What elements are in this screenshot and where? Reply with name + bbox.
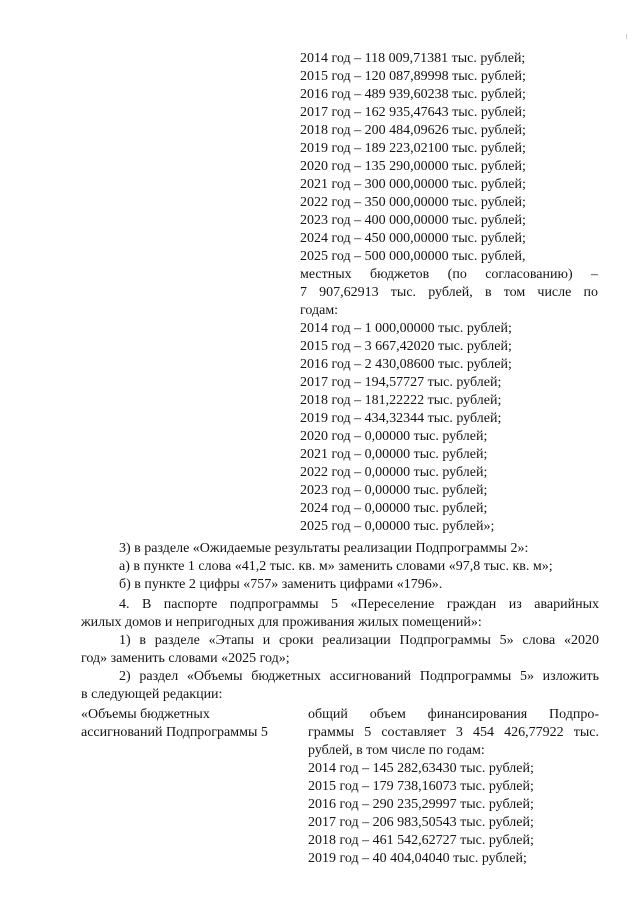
- table-right-line-2: граммы 5 составляет 3 454 426,77922 тыс.: [308, 725, 599, 740]
- regional-year-2022: 2022 год – 350 000,00000 тыс. рублей;: [300, 195, 526, 210]
- regional-year-2021: 2021 год – 300 000,00000 тыс. рублей;: [300, 177, 526, 192]
- table-year-2015: 2015 год – 179 738,16073 тыс. рублей;: [308, 779, 534, 794]
- local-year-2022: 2022 год – 0,00000 тыс. рублей;: [300, 465, 488, 480]
- regional-year-2016: 2016 год – 489 939,60238 тыс. рублей;: [300, 87, 526, 102]
- table-left-line-1: «Объемы бюджетных: [81, 707, 210, 722]
- item-4-line-1: 4. В паспорте подпрограммы 5 «Переселение граждан из аварийных: [119, 597, 599, 612]
- regional-year-2025: 2025 год – 500 000,00000 тыс. рублей,: [300, 249, 526, 264]
- local-budget-line-3: годам:: [300, 303, 339, 318]
- table-year-2017: 2017 год – 206 983,50543 тыс. рублей;: [308, 815, 534, 830]
- regional-year-2015: 2015 год – 120 087,89998 тыс. рублей;: [300, 69, 526, 84]
- table-year-2018: 2018 год – 461 542,62727 тыс. рублей;: [308, 833, 534, 848]
- table-year-2019: 2019 год – 40 404,04040 тыс. рублей;: [308, 851, 527, 866]
- item-4-2-line-1: 2) раздел «Объемы бюджетных ассигнований Подпрограммы 5» изложить: [119, 669, 599, 684]
- table-right-line-1: общий объем финансирования Подпро-: [308, 707, 599, 722]
- local-year-2017: 2017 год – 194,57727 тыс. рублей;: [300, 375, 502, 390]
- table-year-2016: 2016 год – 290 235,29997 тыс. рублей;: [308, 797, 534, 812]
- item-4-line-2: жилых домов и непригодных для проживания жилых помещений»:: [81, 615, 482, 630]
- local-year-2019: 2019 год – 434,32344 тыс. рублей;: [300, 411, 502, 426]
- local-year-2015: 2015 год – 3 667,42020 тыс. рублей;: [300, 339, 512, 354]
- local-year-2016: 2016 год – 2 430,08600 тыс. рублей;: [300, 357, 512, 372]
- local-year-2021: 2021 год – 0,00000 тыс. рублей;: [300, 447, 488, 462]
- table-year-2014: 2014 год – 145 282,63430 тыс. рублей;: [308, 761, 534, 776]
- regional-year-2024: 2024 год – 450 000,00000 тыс. рублей;: [300, 231, 526, 246]
- regional-year-2018: 2018 год – 200 484,09626 тыс. рублей;: [300, 123, 526, 138]
- regional-year-2023: 2023 год – 400 000,00000 тыс. рублей;: [300, 213, 526, 228]
- local-year-2024: 2024 год – 0,00000 тыс. рублей;: [300, 501, 488, 516]
- regional-year-2019: 2019 год – 189 223,02100 тыс. рублей;: [300, 141, 526, 156]
- item-4-1-line-1: 1) в разделе «Этапы и сроки реализации Подпрограммы 5» слова «2020: [119, 633, 599, 648]
- local-year-2014: 2014 год – 1 000,00000 тыс. рублей;: [300, 321, 512, 336]
- item-3a: а) в пункте 1 слова «41,2 тыс. кв. м» заменить словами «97,8 тыс. кв. м»;: [119, 559, 553, 574]
- regional-year-2020: 2020 год – 135 290,00000 тыс. рублей;: [300, 159, 526, 174]
- local-year-2025: 2025 год – 0,00000 тыс. рублей»;: [300, 519, 495, 534]
- item-4-2-line-2: в следующей редакции:: [81, 687, 223, 702]
- local-year-2023: 2023 год – 0,00000 тыс. рублей;: [300, 483, 488, 498]
- local-budget-line-2: 7 907,62913 тыс. рублей, в том числе по: [300, 285, 598, 300]
- local-year-2018: 2018 год – 181,22222 тыс. рублей;: [300, 393, 502, 408]
- item-3b: б) в пункте 2 цифры «757» заменить цифрами «1796».: [119, 577, 443, 592]
- table-right-line-3: рублей, в том числе по годам:: [308, 743, 485, 758]
- item-4-1-line-2: год» заменить словами «2025 год»;: [81, 651, 290, 666]
- edge-mark: [626, 34, 627, 39]
- item-3: 3) в разделе «Ожидаемые результаты реализации Подпрограммы 2»:: [119, 541, 529, 556]
- local-year-2020: 2020 год – 0,00000 тыс. рублей;: [300, 429, 488, 444]
- regional-year-2017: 2017 год – 162 935,47643 тыс. рублей;: [300, 105, 526, 120]
- regional-year-2014: 2014 год – 118 009,71381 тыс. рублей;: [300, 51, 526, 66]
- local-budget-line-1: местных бюджетов (по согласованию) –: [300, 267, 598, 282]
- table-left-line-2: ассигнований Подпрограммы 5: [81, 725, 268, 740]
